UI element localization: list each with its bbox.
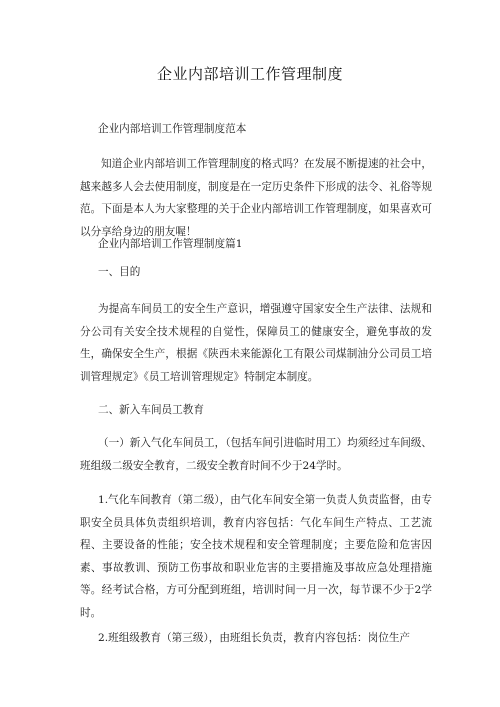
intro-paragraph: 知道企业内部培训工作管理制度的格式吗？在发展不断提速的社会中，越来越多人会去使用制度，制度是在一定历史条件下形成的法令、礼俗等规范。下面是本人为大家整理的关于企业内部培训工作管理制度，如果喜欢可以分享给身边的朋友喔！: [80, 158, 432, 238]
heading-new-staff-education: 二、新入车间员工教育: [98, 404, 204, 416]
heading-purpose: 一、目的: [98, 266, 141, 278]
document-subtitle: 企业内部培训工作管理制度范本: [98, 123, 247, 135]
workshop-education-paragraph: 1.气化车间教育（第二级），由气化车间安全第一负责人负责监督，由专职安全员具体负责组织培训，教育内容包括：气化车间生产特点、工艺流程、主要设备的性能；安全技术规程和安全管理制度；主要危险和危害因素、事故教训、预防工伤事故和职业危害的主要措施及事故应急处理措施等。经考试合格，方可分配到班组，培训时间一月一次，每节课不少于2学时。: [80, 494, 432, 619]
clause-paragraph: （一）新入气化车间员工，（包括车间引进临时用工）均须经过车间级、班组级二级安全教育，二级安全教育时间不少于24学时。: [80, 437, 432, 472]
purpose-paragraph: 为提高车间员工的安全生产意识，增强遵守国家安全生产法律、法规和分公司有关安全技术规程的自觉性，保障员工的健康安全，避免事故的发生，确保安全生产，根据《陕西未来能源化工有限公司煤制油分公司员工培训管理规定》《员工培训管理规定》特制定本制度。: [80, 303, 432, 383]
team-education-paragraph: 2.班组级教育（第三级），由班组长负责，教育内容包括：岗位生产: [98, 632, 411, 644]
section-title: 企业内部培训工作管理制度篇1: [98, 238, 243, 250]
document-title: 企业内部培训工作管理制度: [156, 65, 343, 83]
